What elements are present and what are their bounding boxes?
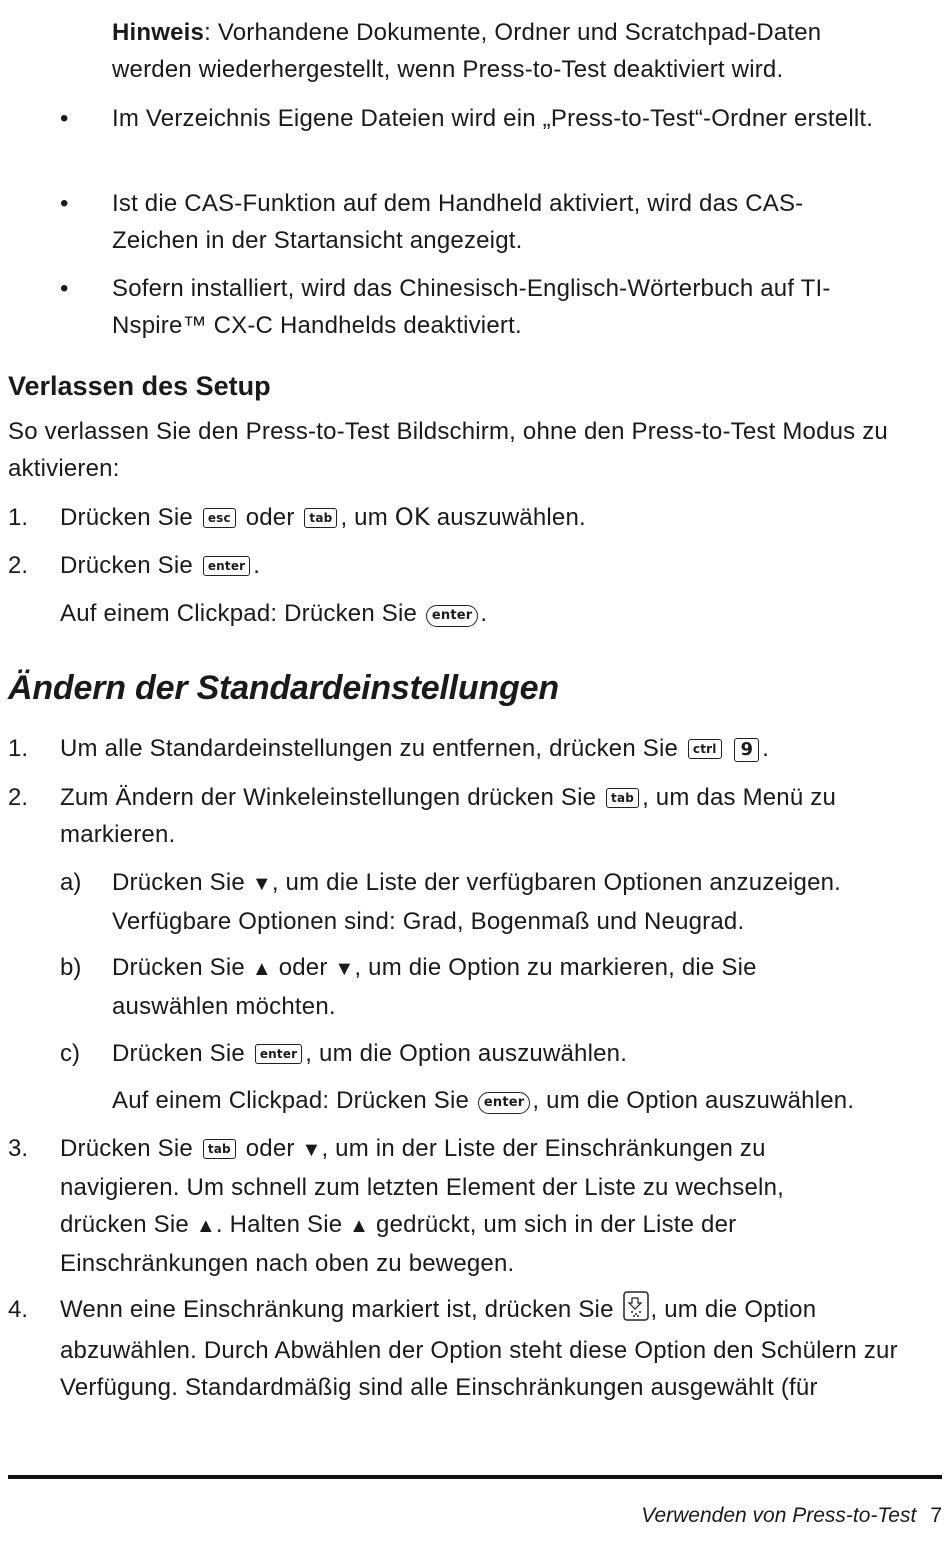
footer-title: Verwenden von Press-to-Test bbox=[641, 1504, 917, 1527]
bullet-item: Ist die CAS-Funktion auf dem Handheld aktiviert, wird das CAS-Zeichen in der Startansicht angezeigt. bbox=[112, 190, 804, 254]
defaults-step-3: Drücken Sie tab oder ▼, um in der Liste der Einschränkungen zu navigieren. Um schnell zum letzten Element der Liste zu wechseln, drücken Sie ▲. Halten Sie ▲ gedrückt, um sich in der Liste der Einschränkungen nach oben zu bewegen. bbox=[60, 1135, 784, 1277]
step-number: 1. bbox=[8, 504, 29, 531]
esc-key-icon: esc bbox=[203, 508, 236, 528]
bullet-marker: • bbox=[60, 190, 69, 217]
down-arrow-icon: ▼ bbox=[334, 958, 355, 980]
select-key-icon bbox=[623, 1291, 649, 1332]
defaults-step-2: Zum Ändern der Winkeleinstellungen drücken Sie tab , um das Menü zu markieren. bbox=[60, 784, 837, 848]
note-text: : Vorhandene Dokumente, Ordner und Scratchpad-Daten werden wiederhergestellt, wenn Press-to-Test deaktiviert wird. bbox=[112, 19, 822, 83]
nine-key-icon: 9 bbox=[734, 738, 759, 762]
bullet-marker: • bbox=[60, 275, 69, 302]
down-arrow-icon: ▼ bbox=[301, 1139, 322, 1161]
defaults-substep-a: Drücken Sie ▼, um die Liste der verfügbaren Optionen anzuzeigen. Verfügbare Optionen sind: Grad, Bogenmaß und Neugrad. bbox=[112, 869, 842, 935]
clickpad-enter-key-icon: enter bbox=[426, 605, 479, 627]
exit-step-1: Drücken Sie esc oder tab , um OK auszuwählen. bbox=[60, 503, 586, 531]
exit-clickpad-note: Auf einem Clickpad: Drücken Sie enter . bbox=[60, 600, 488, 627]
defaults-substep-b: Drücken Sie ▲ oder ▼, um die Option zu markieren, die Sie auswählen möchten. bbox=[112, 954, 757, 1020]
ctrl-key-icon: ctrl bbox=[688, 739, 722, 759]
substep-letter: c) bbox=[60, 1040, 80, 1067]
tab-key-icon: tab bbox=[606, 788, 639, 808]
step-number: 2. bbox=[8, 784, 29, 811]
footer-divider bbox=[8, 1475, 942, 1479]
defaults-step-1: Um alle Standardeinstellungen zu entfernen, drücken Sie ctrl 9 . bbox=[60, 735, 770, 762]
tab-key-icon: tab bbox=[203, 1139, 236, 1159]
substep-letter: a) bbox=[60, 869, 82, 896]
exit-setup-intro: So verlassen Sie den Press-to-Test Bildschirm, ohne den Press-to-Test Modus zu aktivieren: bbox=[8, 418, 888, 482]
enter-key-icon: enter bbox=[255, 1044, 302, 1064]
bullet-item: Im Verzeichnis Eigene Dateien wird ein „Press-to-Test“-Ordner erstellt. bbox=[112, 105, 874, 132]
up-arrow-icon: ▲ bbox=[195, 1215, 216, 1237]
exit-step-2: Drücken Sie enter . bbox=[60, 552, 261, 579]
step-number: 3. bbox=[8, 1135, 29, 1162]
step-number: 2. bbox=[8, 552, 29, 579]
page-number: 7 bbox=[930, 1504, 942, 1527]
defaults-step-4: Wenn eine Einschränkung markiert ist, drücken Sie , um die Option abzuwählen. Durch Abwählen der Option steht diese Option den Schülern zur Verfügung. Standardmäßig sind alle Einschränkungen ausgewählt (für bbox=[60, 1291, 940, 1406]
note-paragraph bbox=[112, 14, 902, 88]
section-heading-exit-setup: Verlassen des Setup bbox=[8, 371, 271, 401]
tab-key-icon: tab bbox=[304, 508, 337, 528]
bullet-item: Sofern installiert, wird das Chinesisch-Englisch-Wörterbuch auf TI-Nspire™ CX-C Handhelds deaktiviert. bbox=[112, 275, 831, 339]
clickpad-enter-key-icon: enter bbox=[478, 1092, 531, 1114]
up-arrow-icon: ▲ bbox=[349, 1215, 370, 1237]
defaults-substep-c: Drücken Sie enter , um die Option auszuwählen. bbox=[112, 1040, 628, 1067]
enter-key-icon: enter bbox=[203, 556, 250, 576]
substep-letter: b) bbox=[60, 954, 82, 981]
up-arrow-icon: ▲ bbox=[251, 958, 272, 980]
bullet-marker: • bbox=[60, 105, 69, 132]
ok-label: OK bbox=[394, 503, 430, 531]
step-number: 1. bbox=[8, 735, 29, 762]
defaults-clickpad-note: Auf einem Clickpad: Drücken Sie enter , um die Option auszuwählen. bbox=[112, 1087, 855, 1114]
section-heading-change-defaults: Ändern der Standardeinstellungen bbox=[8, 669, 559, 707]
page-footer bbox=[641, 1504, 942, 1528]
step-number: 4. bbox=[8, 1296, 29, 1323]
note-label: Hinweis bbox=[112, 19, 205, 46]
down-arrow-icon: ▼ bbox=[251, 873, 272, 895]
